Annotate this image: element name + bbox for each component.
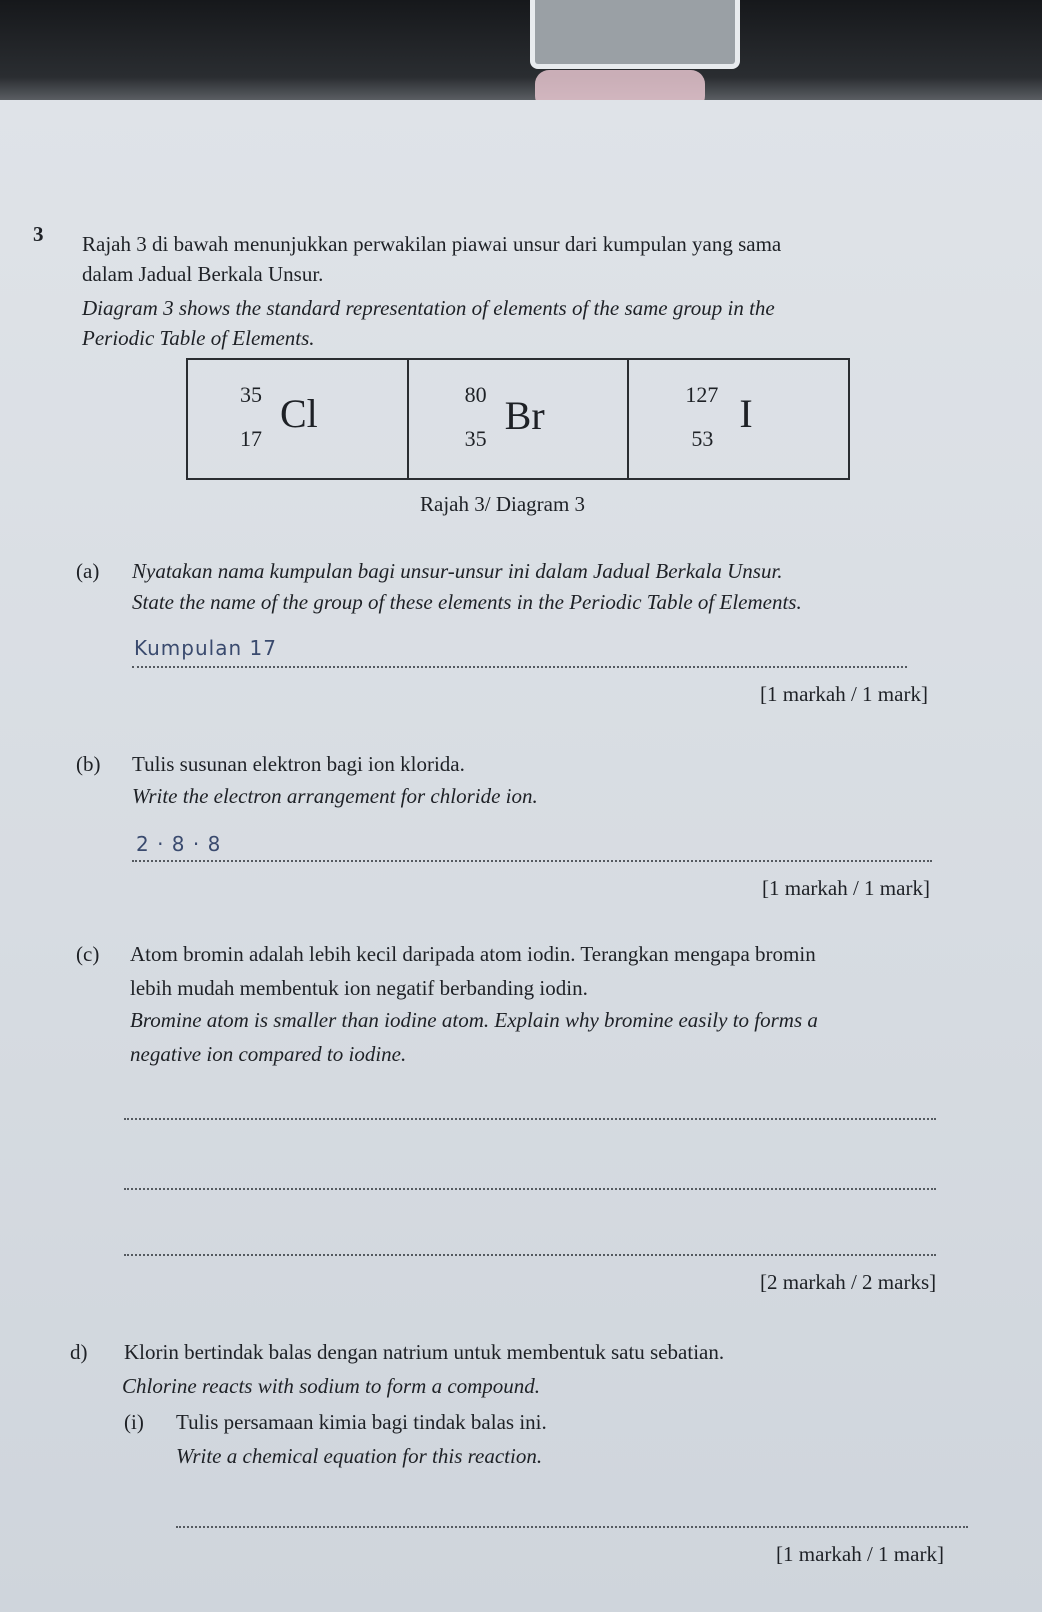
- answer-line: [132, 860, 932, 862]
- atomic-number: 35: [464, 426, 487, 451]
- part-c-label: (c): [76, 942, 100, 966]
- part-a-marks: [1 markah / 1 mark]: [760, 682, 928, 706]
- answer-line: [124, 1188, 936, 1190]
- part-c-en-line2: negative ion compared to iodine.: [130, 1042, 407, 1066]
- part-d-label: d): [70, 1340, 88, 1364]
- answer-line: [124, 1118, 936, 1120]
- part-c-marks: [2 markah / 2 marks]: [760, 1270, 937, 1294]
- answer-line: [132, 666, 907, 668]
- part-a-en: State the name of the group of these elements in the Periodic Table of Elements.: [132, 590, 802, 614]
- part-d-sub-en: Write a chemical equation for this reaction.: [176, 1444, 543, 1468]
- diagram-caption: Rajah 3/ Diagram 3: [420, 492, 586, 516]
- part-b-marks: [1 markah / 1 mark]: [762, 876, 930, 900]
- atomic-number: 53: [691, 426, 714, 451]
- part-d-en: Chlorine reacts with sodium to form a compound.: [122, 1374, 541, 1398]
- part-c-ms-line2: lebih mudah membentuk ion negatif berbanding iodin.: [130, 976, 588, 1000]
- part-b-answer: 2 · 8 · 8: [136, 832, 222, 856]
- part-b-en: Write the electron arrangement for chloride ion.: [132, 784, 538, 808]
- answer-line: [176, 1526, 968, 1528]
- part-d-ms: Klorin bertindak balas dengan natrium untuk membentuk satu sebatian.: [124, 1340, 725, 1364]
- element-symbol: Cl: [280, 391, 318, 436]
- mass-number: 127: [685, 382, 719, 407]
- part-d-sub-ms: Tulis persamaan kimia bagi tindak balas ini.: [176, 1410, 547, 1434]
- part-a-answer: Kumpulan 17: [134, 636, 277, 660]
- mass-number: 35: [240, 382, 262, 407]
- element-symbol: I: [739, 391, 753, 436]
- intro-en-line2: Periodic Table of Elements.: [82, 326, 315, 350]
- part-c-ms-line1: Atom bromin adalah lebih kecil daripada atom iodin. Terangkan mengapa bromin: [130, 942, 816, 966]
- element-diagram: [186, 358, 850, 480]
- intro-ms-line2: dalam Jadual Berkala Unsur.: [82, 262, 324, 286]
- element-cell-chlorine: [188, 360, 409, 478]
- mass-number: 80: [464, 382, 487, 407]
- part-d-marks: [1 markah / 1 mark]: [776, 1542, 944, 1566]
- part-b-ms: Tulis susunan elektron bagi ion klorida.: [132, 752, 465, 776]
- answer-line: [124, 1254, 936, 1256]
- part-c-en-line1: Bromine atom is smaller than iodine atom. Explain why bromine easily to forms a: [130, 1008, 818, 1032]
- element-symbol: Br: [504, 393, 545, 438]
- atomic-number: 17: [240, 426, 262, 451]
- element-cell-iodine: [629, 360, 848, 478]
- intro-ms-line1: Rajah 3 di bawah menunjukkan perwakilan piawai unsur dari kumpulan yang sama: [82, 232, 782, 256]
- element-cell-bromine: [409, 360, 630, 478]
- question-number: 3: [33, 222, 44, 246]
- photo-background-top: [0, 0, 1042, 110]
- intro-en-line1: Diagram 3 shows the standard representation of elements of the same group in the: [82, 296, 775, 320]
- part-d-sub-label: (i): [124, 1410, 144, 1434]
- part-b-label: (b): [76, 752, 101, 776]
- part-a-label: (a): [76, 559, 100, 583]
- device-object: [530, 0, 740, 69]
- part-a-ms: Nyatakan nama kumpulan bagi unsur-unsur ini dalam Jadual Berkala Unsur.: [132, 559, 783, 583]
